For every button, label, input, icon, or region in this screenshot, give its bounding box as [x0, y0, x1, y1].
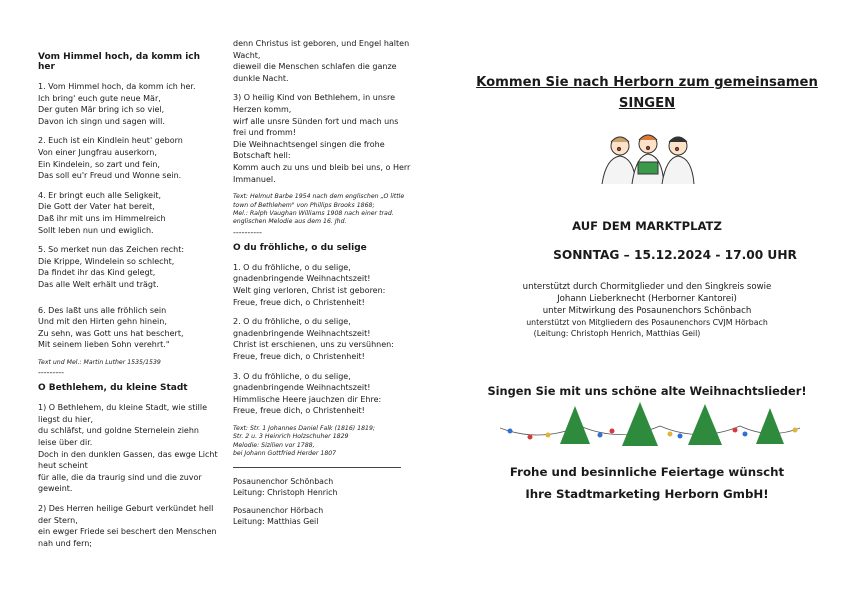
invitation: Singen Sie mit uns schöne alte Weihnachtslieder! [487, 384, 807, 398]
closing-signature: Ihre Stadtmarketing Herborn GmbH! [525, 487, 769, 501]
verse: 2. Euch ist ein Kindlein heut' geborn Von einer Jungfrau auserkorn, Ein Kindelein, so zart und fein, Das soll eu'r Freud und Wonne sein. [38, 136, 183, 181]
left-column [38, 52, 218, 557]
christmas-tree-icon [500, 402, 800, 446]
support-line: unterstützt von Mitgliedern des Posaunenchors CVJM Hörbach [526, 318, 768, 327]
song-title-o-bethlehem: O Bethlehem, du kleine Stadt [38, 383, 188, 394]
closing-wish: Frohe und besinnliche Feiertage wünscht [509, 465, 785, 479]
verse: 1. Vom Himmel hoch, da komm ich her. Ich bring' euch gute neue Mär, Der guten Mär bring ich so viel, Davon ich singn und sagen will. [38, 82, 196, 126]
verse: 1. O du fröhliche, o du selige, gnadenbringende Weihnachtszeit! Welt ging verloren, Christ ist geboren: Freue, freue dich, o Christenheit! [233, 262, 386, 307]
christmas-tree-garland-illustration [500, 398, 800, 450]
song-credit: Text: Helmut Barbe 1954 nach dem englischen „O little town of Bethlehem" von Phillips Brooks 1868; Mel.: Ralph Vaughan Williams 1908 nach einer trad. englischen Melodie aus dem 16. Jhd. [233, 193, 405, 226]
song-credit: Text: Str. 1 Johannes Daniel Falk (1816) 1819; Str. 2 u. 3 Heinrich Holzschuher 1829 Melodie: Sizilien vor 1788, bei Johann Gottfried Herder 1807 [233, 424, 375, 458]
middle-column [233, 38, 413, 534]
song-credit: Text und Mel.: Martin Luther 1535/1539 [38, 358, 161, 366]
headline: Kommen Sie nach Herborn zum gemeinsamen [476, 75, 818, 90]
verse: 1) O Bethlehem, du kleine Stadt, wie stille liegst du hier, du schläfst, und goldne Sternelein ziehn leise über dir. Doch in den dunklen Gassen, das ewge Licht heut scheint für alle, die da traurig sind und die zuvor geweint. [38, 403, 218, 494]
singing-children-icon [602, 135, 694, 184]
verse: 5. So merket nun das Zeichen recht: Die Krippe, Windelein so schlecht, Da findet ihr das Kind gelegt, Das alle Welt erhält und trägt. [38, 245, 185, 289]
divider-line [233, 467, 401, 468]
support-line: Johann Lieberknecht (Herborner Kantorei) [557, 294, 737, 304]
event-location: AUF DEM MARKTPLATZ [572, 219, 722, 233]
verse: 2) Des Herren heilige Geburt verkündet hell der Stern, ein ewger Friede sei beschert den Menschen nah und fern; [38, 504, 217, 548]
verse: 6. Des laßt uns alle fröhlich sein Und mit den Hirten gehn hinein, Zu sehn, was Gott uns hat beschert, Mit seinem lieben Sohn verehrt." [38, 305, 184, 350]
singing-children-illustration [592, 128, 702, 184]
verse: 4. Er bringt euch alle Seligkeit, Die Gott der Vater hat bereit, Daß ihr mit uns im Himmelreich Sollt leben nun und ewiglich. [38, 190, 166, 235]
support-line: unter Mitwirkung des Posaunenchors Schönbach [542, 306, 752, 316]
song-title-vom-himmel-hoch: Vom Himmel hoch, da komm ich her [38, 52, 201, 72]
separator-dashes: --------- [38, 368, 64, 378]
choir-credit: Posaunenchor Schönbach Leitung: Christoph Henrich [233, 476, 338, 497]
verse: 3) O heilig Kind von Bethlehem, in unsre Herzen komm, wirf alle unsre Sünden fort und mach uns frei und fromm! Die Weihnachtsengel singen die frohe Botschaft hell: Komm auch zu uns und bleib bei uns, o Herr Immanuel. [233, 93, 411, 184]
choir-credit: Posaunenchor Hörbach Leitung: Matthias Geil [233, 505, 324, 526]
verse: 3. O du fröhliche, o du selige, gnadenbringende Weihnachtszeit! Himmlische Heere jauchzen dir Ehre: Freue, freue dich, o Christenheit! [233, 371, 382, 416]
separator-dashes: ---------- [233, 227, 262, 237]
event-date: SONNTAG – 15.12.2024 - 17.00 UHR [553, 248, 797, 262]
support-line: unterstützt durch Chormitglieder und den Singkreis sowie [522, 282, 772, 292]
headline-singen: SINGEN [618, 96, 676, 111]
song-title-o-du-froehliche: O du fröhliche, o du selige [233, 242, 367, 253]
support-line: (Leitung: Christoph Henrich, Matthias Geil) [533, 329, 701, 338]
verse: 2. O du fröhliche, o du selige, gnadenbringende Weihnachtszeit! Christ ist erschienen, uns zu versühnen: Freue, freue dich, o Christenheit! [233, 317, 394, 361]
verse: denn Christus ist geboren, und Engel halten Wacht, dieweil die Menschen schlafen die ganze dunkle Nacht. [233, 39, 410, 83]
